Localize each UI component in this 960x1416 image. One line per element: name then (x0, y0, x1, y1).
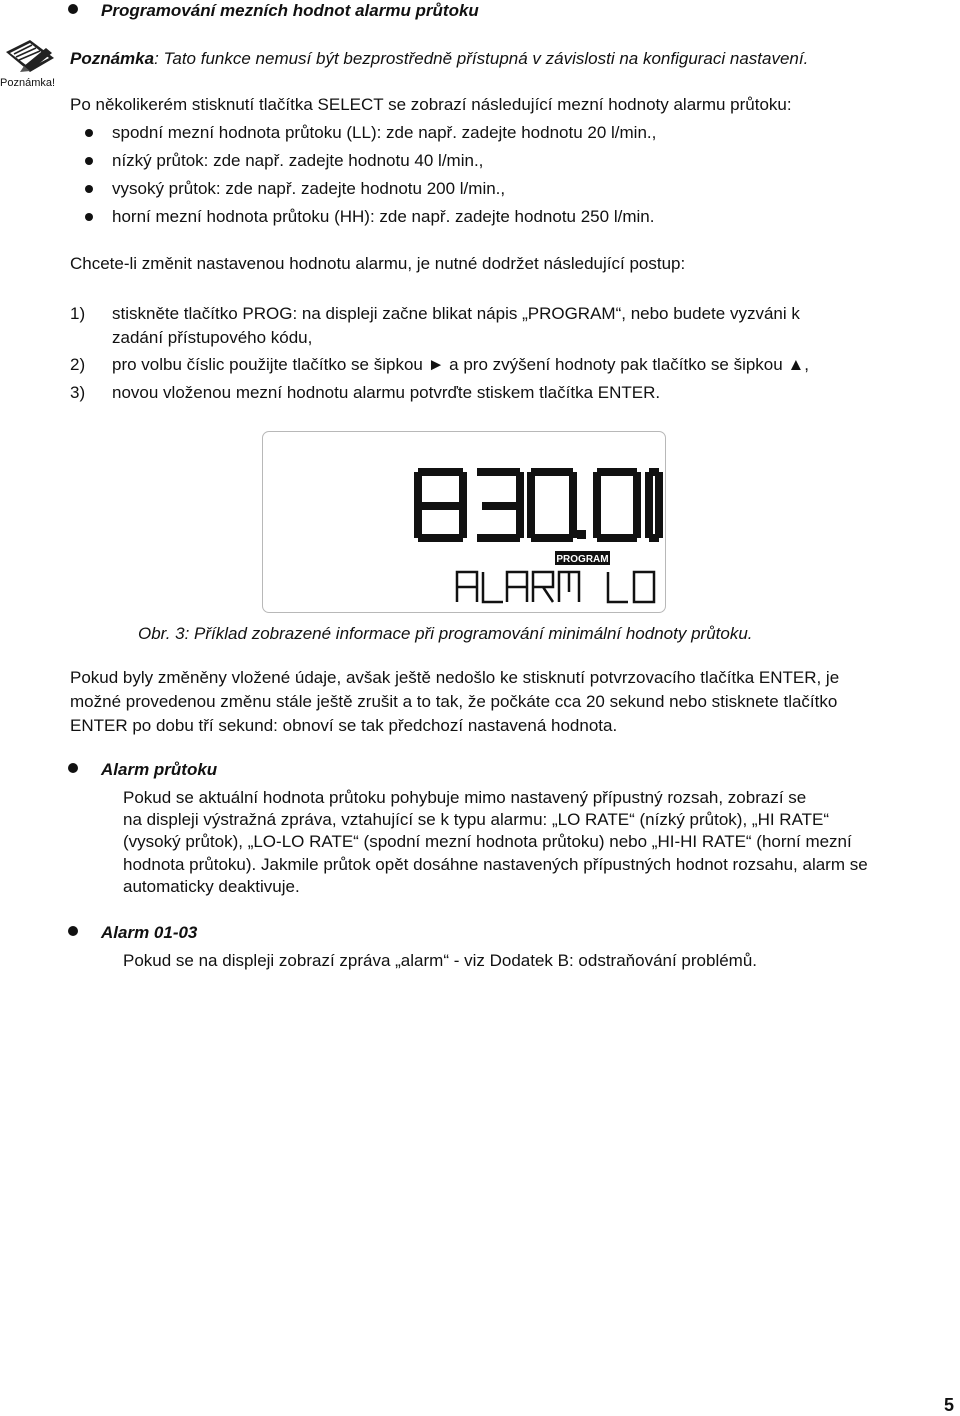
section-heading: Programování mezních hodnot alarmu průtoku (101, 1, 479, 20)
note-icon-label: Poznámka! (0, 77, 56, 89)
figure-caption: Obr. 3: Příklad zobrazené informace při programování minimální hodnoty průtoku. (138, 624, 753, 643)
section-heading: Alarm 01-03 (101, 923, 198, 942)
lcd-digit-3 (477, 472, 520, 538)
list-bullet (85, 129, 93, 137)
section-bullet (68, 4, 78, 14)
page-number: 5 (944, 1395, 955, 1415)
paragraph-line: Pokud se aktuální hodnota průtoku pohybuje mimo nastavený přípustný rozsah, zobrazí se (123, 788, 807, 807)
paragraph-line: automaticky deaktivuje. (123, 877, 300, 896)
lcd-letter-m (559, 572, 579, 602)
lcd-segments (263, 432, 664, 611)
step-text-continued: zadání přístupového kódu, (112, 328, 313, 347)
section-bullet (68, 926, 78, 936)
lcd-digit-8 (418, 472, 463, 538)
step-number: 2) (70, 355, 86, 374)
lcd-decimal-point (577, 530, 586, 539)
list-item: spodní mezní hodnota průtoku (LL): zde např. zadejte hodnotu 20 l/min., (112, 123, 657, 142)
lcd-letter-l (483, 572, 503, 602)
lcd-letter-r (533, 572, 553, 602)
list-bullet (85, 157, 93, 165)
list-bullet (85, 213, 93, 221)
list-item: vysoký průtok: zde např. zadejte hodnotu 200 l/min., (112, 179, 506, 198)
section-heading: Alarm průtoku (101, 760, 218, 779)
paragraph-line: Pokud byly změněny vložené údaje, avšak ještě nedošlo ke stisknutí potvrzovacího tlačítka ENTER, je (70, 668, 840, 687)
lcd-letter-l (608, 572, 628, 602)
list-bullet (85, 185, 93, 193)
section-bullet (68, 763, 78, 773)
paragraph-line: hodnota průtoku). Jakmile průtok opět dosáhne nastavených přípustných hodnot rozsahu, alarm se (123, 855, 868, 874)
paragraph-line: (vysoký průtok), „LO-LO RATE“ (spodní mezní hodnota průtoku) nebo „HI-HI RATE“ (horní mezní (123, 832, 852, 851)
step-text: stiskněte tlačítko PROG: na displeji začne blikat nápis „PROGRAM“, nebo budete vyzváni k (112, 304, 800, 323)
lcd-digit-0 (531, 472, 573, 538)
paragraph-line: na displeji výstražná zpráva, vztahující se k typu alarmu: „LO RATE“ (nízký průtok), „HI RATE“ (123, 810, 830, 829)
paragraph-line: Pokud se na displeji zobrazí zpráva „alarm“ - viz Dodatek B: odstraňování problémů. (123, 951, 758, 970)
lcd-digit-0 (649, 472, 659, 538)
step-number: 3) (70, 383, 86, 402)
note-prefix: Poznámka (70, 49, 155, 68)
program-badge-label: PROGRAM (556, 554, 609, 565)
note-text (70, 48, 808, 70)
note-body: : Tato funkce nemusí být bezprostředně přístupná v závislosti na konfiguraci nastavení. (154, 49, 809, 68)
list-item: nízký průtok: zde např. zadejte hodnotu 40 l/min., (112, 151, 484, 170)
step-text: pro volbu číslic použijte tlačítko se šipkou ► a pro zvýšení hodnoty pak tlačítko se šipkou ▲, (112, 355, 809, 374)
intro-paragraph: Po několikerém stisknutí tlačítka SELECT se zobrazí následující mezní hodnoty alarmu průtoku: (70, 95, 792, 114)
list-item: horní mezní hodnota průtoku (HH): zde např. zadejte hodnotu 250 l/min. (112, 207, 655, 226)
pencil-note-icon (2, 36, 58, 76)
procedure-intro: Chcete-li změnit nastavenou hodnotu alarmu, je nutné dodržet následující postup: (70, 254, 686, 273)
lcd-letter-o (634, 572, 654, 602)
lcd-letter-a (507, 572, 527, 602)
lcd-letter-a (457, 572, 477, 602)
step-number: 1) (70, 304, 86, 323)
paragraph-line: ENTER po dobu tří sekund: obnoví se tak předchozí nastavená hodnota. (70, 716, 618, 735)
paragraph-line: možné provedenou změnu stále ještě zrušit a to tak, že počkáte cca 20 sekund nebo stisknete tlačítko (70, 692, 838, 711)
step-text: novou vloženou mezní hodnotu alarmu potvrďte stiskem tlačítka ENTER. (112, 383, 661, 402)
lcd-display (262, 431, 666, 613)
lcd-digit-0 (597, 472, 637, 538)
